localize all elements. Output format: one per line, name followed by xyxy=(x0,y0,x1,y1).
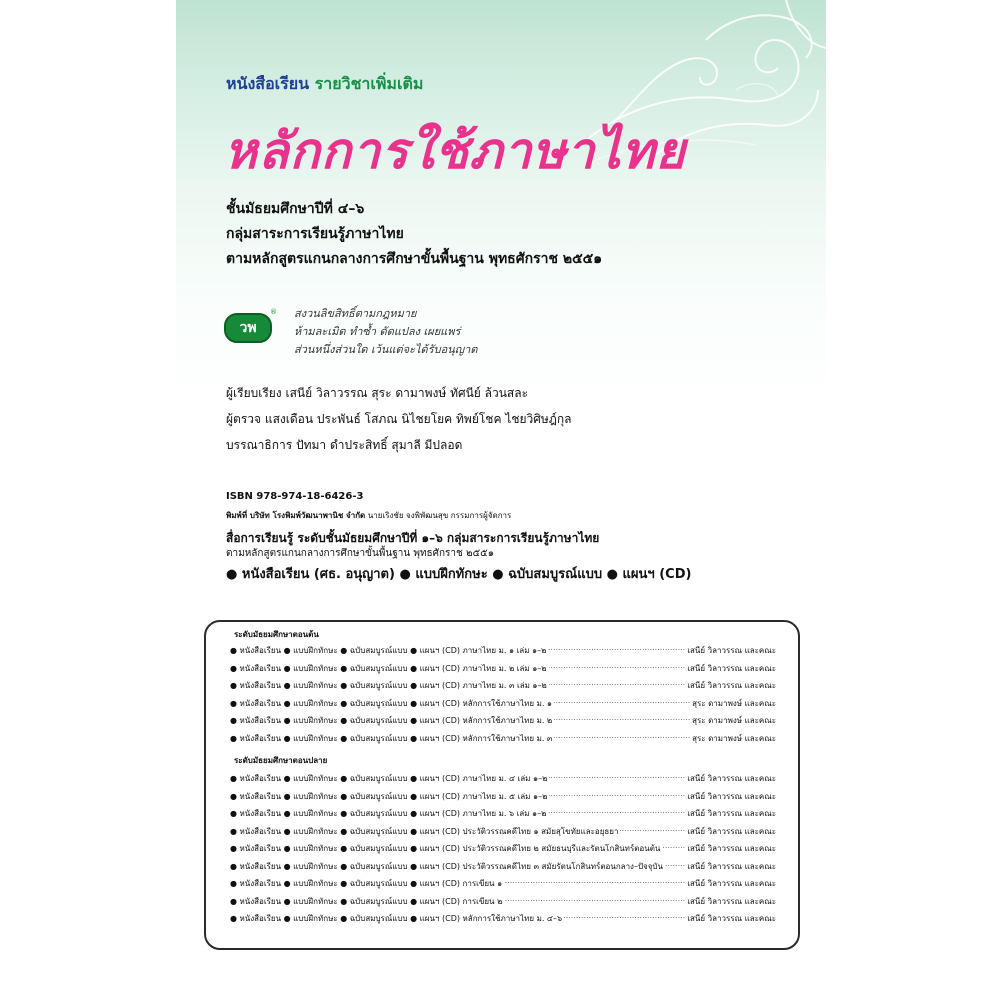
catalog-box xyxy=(204,620,800,950)
catalog-author: สุระ ดามาพงษ์ และคณะ xyxy=(692,716,776,725)
catalog-row xyxy=(230,860,776,874)
catalog-author: เสนีย์ วิลาวรรณ และคณะ xyxy=(687,826,776,836)
catalog-row xyxy=(230,644,776,658)
catalog-author: เสนีย์ วิลาวรรณ และคณะ xyxy=(687,809,776,818)
catalog-item: ● หนังสือเรียน ● แบบฝึกทักษะ ● ฉบับสมบูรณ์แบบ ● แผนฯ (CD) ภาษาไทย ม. ๓ เล่ม ๑–๒ xyxy=(230,681,547,690)
isbn: ISBN 978-974-18-6426-3 xyxy=(226,491,364,502)
catalog-item: ● หนังสือเรียน ● แบบฝึกทักษะ ● ฉบับสมบูรณ์แบบ ● แผนฯ (CD) หลักการใช้ภาษาไทย ม. ๑ xyxy=(230,698,553,708)
catalog-row xyxy=(230,732,776,746)
catalog-author: เสนีย์ วิลาวรรณ และคณะ xyxy=(687,774,776,783)
catalog-row xyxy=(230,697,776,711)
catalog-row xyxy=(230,714,776,728)
catalog-item: ● หนังสือเรียน ● แบบฝึกทักษะ ● ฉบับสมบูรณ์แบบ ● แผนฯ (CD) ภาษาไทย ม. ๖ เล่ม ๑–๒ xyxy=(230,809,547,818)
catalog-row xyxy=(230,842,776,856)
catalog-author: เสนีย์ วิลาวรรณ และคณะ xyxy=(687,879,776,888)
catalog-author: เสนีย์ วิลาวรรณ และคณะ xyxy=(687,896,776,906)
catalog-item: ● หนังสือเรียน ● แบบฝึกทักษะ ● ฉบับสมบูรณ์แบบ ● แผนฯ (CD) ภาษาไทย ม. ๑ เล่ม ๑–๒ xyxy=(230,646,547,655)
printer-director: นายเริงชัย จงพิพัฒนสุข กรรมการผู้จัดการ xyxy=(367,511,512,520)
catalog-author: สุระ ดามาพงษ์ และคณะ xyxy=(692,698,776,708)
catalog-item: ● หนังสือเรียน ● แบบฝึกทักษะ ● ฉบับสมบูรณ์แบบ ● แผนฯ (CD) ภาษาไทย ม. ๔ เล่ม ๑–๒ xyxy=(230,774,548,783)
cover-kicker xyxy=(226,72,423,97)
book-cover-page xyxy=(176,0,826,1000)
catalog-item: ● หนังสือเรียน ● แบบฝึกทักษะ ● ฉบับสมบูรณ์แบบ ● แผนฯ (CD) การเขียน ๒ xyxy=(230,896,503,906)
catalog-item: ● หนังสือเรียน ● แบบฝึกทักษะ ● ฉบับสมบูรณ์แบบ ● แผนฯ (CD) ภาษาไทย ม. ๒ เล่ม ๑–๒ xyxy=(230,663,547,673)
printer-info xyxy=(226,509,511,522)
editors: บรรณาธิการ ปัทมา ดำประสิทธิ์ สุมาลี มีปลอด xyxy=(226,438,463,452)
learning-area: กลุ่มสาระการเรียนรู้ภาษาไทย xyxy=(226,226,404,242)
compilers: ผู้เรียบเรียง เสนีย์ วิลาวรรณ สุระ ดามาพงษ์ ทัศนีย์ ล้วนสละ xyxy=(226,386,529,400)
catalog-row xyxy=(230,662,776,676)
catalog-author: เสนีย์ วิลาวรรณ และคณะ xyxy=(687,861,776,871)
registered-mark: ® xyxy=(270,308,277,316)
catalog-item: ● หนังสือเรียน ● แบบฝึกทักษะ ● ฉบับสมบูรณ์แบบ ● แผนฯ (CD) ประวัติวรรณคดีไทย ๒ สมัยธนบุรีและรัตนโกสินทร์ตอนต้น xyxy=(230,844,661,853)
curriculum: ตามหลักสูตรแกนกลางการศึกษาขั้นพื้นฐาน พุทธศักราช ๒๕๕๑ xyxy=(226,251,603,267)
catalog-row xyxy=(230,912,776,926)
catalog-author: เสนีย์ วิลาวรรณ และคณะ xyxy=(687,914,776,923)
catalog-author: เสนีย์ วิลาวรรณ และคณะ xyxy=(687,663,776,673)
catalog-author: เสนีย์ วิลาวรรณ และคณะ xyxy=(687,646,776,655)
catalog-section-heading: ระดับมัธยมศึกษาตอนต้น xyxy=(234,630,319,639)
catalog-item: ● หนังสือเรียน ● แบบฝึกทักษะ ● ฉบับสมบูรณ์แบบ ● แผนฯ (CD) ประวัติวรรณคดีไทย ๓ สมัยรัตนโกสินทร์ตอนกลาง–ปัจจุบัน xyxy=(230,861,663,871)
grade-level: ชั้นมัธยมศึกษาปีที่ ๔–๖ xyxy=(226,201,365,217)
catalog-row xyxy=(230,772,776,786)
catalog-item: ● หนังสือเรียน ● แบบฝึกทักษะ ● ฉบับสมบูรณ์แบบ ● แผนฯ (CD) การเขียน ๑ xyxy=(230,879,503,888)
catalog-item: ● หนังสือเรียน ● แบบฝึกทักษะ ● ฉบับสมบูรณ์แบบ ● แผนฯ (CD) หลักการใช้ภาษาไทย ม. ๓ xyxy=(230,733,553,743)
catalog-row xyxy=(230,895,776,909)
kicker-elective: รายวิชาเพิ่มเติม xyxy=(314,74,424,93)
catalog-author: เสนีย์ วิลาวรรณ และคณะ xyxy=(687,791,776,801)
catalog-row xyxy=(230,790,776,804)
catalog-row xyxy=(230,877,776,891)
catalog-row xyxy=(230,807,776,821)
rights-line: ส่วนหนึ่งส่วนใด เว้นแต่จะได้รับอนุญาต xyxy=(294,343,478,356)
catalog-author: เสนีย์ วิลาวรรณ และคณะ xyxy=(687,681,776,690)
book-title: หลักการใช้ภาษาไทย xyxy=(224,122,686,180)
publisher-logo: วพ xyxy=(224,313,272,343)
catalog-item: ● หนังสือเรียน ● แบบฝึกทักษะ ● ฉบับสมบูรณ์แบบ ● แผนฯ (CD) ประวัติวรรณคดีไทย ๑ สมัยสุโขทัยและอยุธยา xyxy=(230,826,619,836)
catalog-section-heading: ระดับมัธยมศึกษาตอนปลาย xyxy=(234,756,328,765)
rights-line: สงวนลิขสิทธิ์ตามกฎหมาย xyxy=(294,307,417,320)
printer-name: พิมพ์ที่ บริษัท โรงพิมพ์วัฒนาพานิช จำกัด xyxy=(226,511,366,520)
rights-line: ห้ามละเมิด ทำซ้ำ ดัดแปลง เผยแพร่ xyxy=(294,325,461,338)
kicker-textbook: หนังสือเรียน xyxy=(226,74,310,93)
catalog-row xyxy=(230,679,776,693)
series-subtitle: ตามหลักสูตรแกนกลางการศึกษาขั้นพื้นฐาน พุทธศักราช ๒๕๕๑ xyxy=(226,548,495,559)
catalog-item: ● หนังสือเรียน ● แบบฝึกทักษะ ● ฉบับสมบูรณ์แบบ ● แผนฯ (CD) ภาษาไทย ม. ๕ เล่ม ๑–๒ xyxy=(230,791,548,801)
series-title: สื่อการเรียนรู้ ระดับชั้นมัธยมศึกษาปีที่ ๑–๖ กลุ่มสาระการเรียนรู้ภาษาไทย xyxy=(226,531,600,545)
reviewers: ผู้ตรวจ แสงเดือน ประพันธ์ โสภณ นิไชยโยค ทิพย์โชค ไชยวิศิษฎ์กุล xyxy=(226,412,572,426)
catalog-item: ● หนังสือเรียน ● แบบฝึกทักษะ ● ฉบับสมบูรณ์แบบ ● แผนฯ (CD) หลักการใช้ภาษาไทย ม. ๒ xyxy=(230,716,553,725)
catalog-author: เสนีย์ วิลาวรรณ และคณะ xyxy=(687,844,776,853)
series-items: ● หนังสือเรียน (ศธ. อนุญาต) ● แบบฝึกทักษะ ● ฉบับสมบูรณ์แบบ ● แผนฯ (CD) xyxy=(226,567,692,582)
catalog-row xyxy=(230,825,776,839)
copyright-notice xyxy=(294,305,477,359)
catalog-author: สุระ ดามาพงษ์ และคณะ xyxy=(692,733,776,743)
catalog-item: ● หนังสือเรียน ● แบบฝึกทักษะ ● ฉบับสมบูรณ์แบบ ● แผนฯ (CD) หลักการใช้ภาษาไทย ม. ๔–๖ xyxy=(230,914,563,923)
